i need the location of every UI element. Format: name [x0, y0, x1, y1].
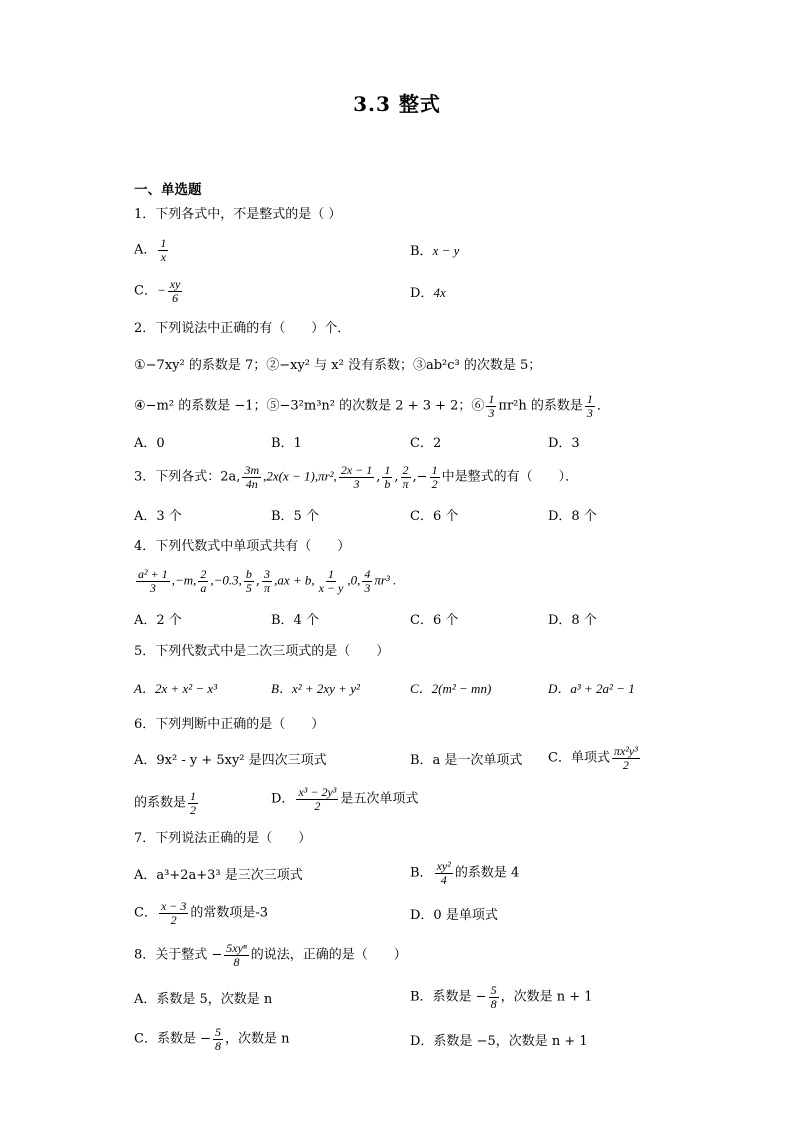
- q3-option-d: D．8 个: [548, 509, 597, 524]
- q4-option-d: D．8 个: [548, 613, 597, 628]
- q2-option-b: B．1: [271, 436, 302, 451]
- q5-option-d: D．a³ + 2a² − 1: [548, 681, 635, 696]
- q5-option-c: C．2(m² − mn): [410, 681, 492, 696]
- q7-option-c: C． $\frac{x - 3}{2}$ 的常数项是-3: [134, 899, 269, 927]
- q7-option-b: B． $\frac{\text{xy²}}{4}$ 的系数是 4: [410, 859, 520, 887]
- question-3-stem: 3．下列各式：2a, $\frac{3m}{4n}$ ,2x(x − 1),πr², $\frac{2x - 1}{3}$ , $\frac{1}{b}$ , $\frac{2}{\pi}$ ,− $\frac{1}{2}$ 中是整式的有（ ）．: [134, 463, 579, 491]
- q5-option-b: B．x² + 2xy + y²: [271, 681, 360, 696]
- q5-option-a: A．2x + x² − x³: [134, 681, 218, 696]
- question-8-stem: 8．关于整式 − $\frac{\text{5xyⁿ}}{8}$ 的说法，正确的是（ ）: [134, 941, 407, 969]
- question-4-stem: 4．下列代数式中单项式共有（ ）: [134, 539, 351, 554]
- q6-option-c: C．单项式 $\frac{\text{πx²y³}}{2}$: [548, 744, 638, 772]
- q2-option-c: C．2: [410, 436, 442, 451]
- q4-expressions: $\frac{\text{a² + 1}}{3}$ ,−m, $\frac{2}{a}$ ,−0.3, $\frac{b}{5}$ , $\frac{3}{\pi}$ ,ax + b, $\frac{1}{x - y}$ ,0, $\frac{4}{3}$ πr³ .: [138, 567, 397, 595]
- q6-option-b: B．a 是一次单项式: [410, 753, 523, 768]
- q1-option-a: A． $\frac{1}{x}$: [134, 236, 167, 264]
- q6-option-d: D． $\frac{\text{x³ − 2y³}}{2}$ 是五次单项式: [271, 785, 419, 813]
- q8-option-d: D．系数是 −5，次数是 n + 1: [410, 1034, 588, 1049]
- question-5-stem: 5．下列代数式中是二次三项式的是（ ）: [134, 644, 390, 659]
- q1-option-b: B．x − y: [410, 243, 460, 259]
- q3-option-c: C．6 个: [410, 509, 459, 524]
- q7-option-d: D．0 是单项式: [410, 908, 498, 923]
- q4-option-c: C．6 个: [410, 613, 459, 628]
- question-2-stem: 2．下列说法中正确的有（ ）个．: [134, 321, 351, 336]
- q2-option-a: A．0: [134, 436, 165, 451]
- q8-option-a: A．系数是 5，次数是 n: [134, 992, 273, 1007]
- q7-option-a: A．a³+2a+3³ 是三次三项式: [134, 868, 303, 883]
- page-title: 3.3 整式: [353, 92, 441, 116]
- q3-option-a: A．3 个: [134, 509, 182, 524]
- q8-option-c: C．系数是 − $\frac{5}{8}$ ，次数是 n: [134, 1025, 290, 1053]
- question-6-stem: 6．下列判断中正确的是（ ）: [134, 717, 325, 732]
- question-7-stem: 7．下列说法正确的是（ ）: [134, 831, 312, 846]
- q2-statements-line-1: ①−7xy² 的系数是 7；②−xy² 与 x² 没有系数；③ab²c³ 的次数是 5；: [134, 358, 542, 373]
- q6-option-a: A．9x² - y + 5xy² 是四次三项式: [134, 753, 327, 768]
- question-1-stem: 1．下列各式中，不是整式的是（ ）: [134, 207, 342, 222]
- q3-option-b: B．5 个: [271, 509, 319, 524]
- q4-option-a: A．2 个: [134, 613, 182, 628]
- q2-option-d: D．3: [548, 436, 580, 451]
- q8-option-b: B．系数是 − $\frac{5}{8}$ ，次数是 n + 1: [410, 983, 593, 1011]
- q1-option-c: C．− $\frac{xy}{6}$: [134, 277, 181, 305]
- q4-option-b: B．4 个: [271, 613, 319, 628]
- q2-statements-line-2: ④−m² 的系数是 −1；⑤−3²m³n² 的次数是 2 + 3 + 2；⑥ $\frac{1}{3}$ πr²h 的系数是 $\frac{1}{3}$ ．: [134, 392, 610, 420]
- section-heading: 一、单选题: [134, 182, 202, 198]
- q6-option-c-continued: 的系数是 $\frac{1}{2}$: [134, 789, 197, 817]
- q1-option-d: D．4x: [410, 285, 446, 301]
